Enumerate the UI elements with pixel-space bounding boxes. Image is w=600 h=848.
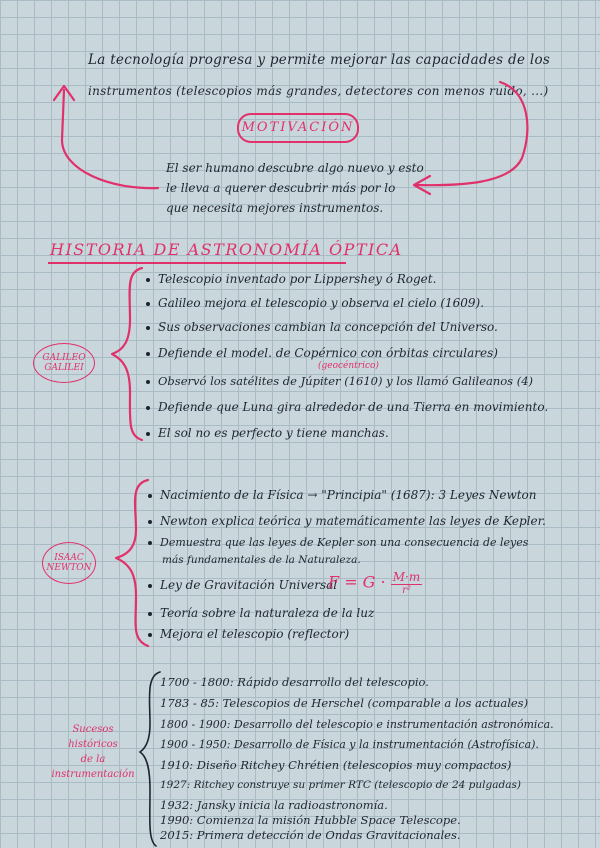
- galileo-item: Defiende el model. de Copérnico con órbitas circulares): [146, 346, 498, 360]
- galileo-item: Galileo mejora el telescopio y observa el cielo (1609).: [146, 296, 484, 310]
- newton-item: Ley de Gravitación Universal: [148, 578, 337, 592]
- formula-numerator: M·m: [392, 570, 421, 584]
- galileo-item: Telescopio inventado por Lippershey ó Roget.: [146, 272, 436, 286]
- history-event: 1700 - 1800: Rápido desarrollo del telescopio.: [160, 675, 429, 689]
- history-event: 1783 - 85: Telescopios de Herschel (comparable a los actuales): [160, 696, 529, 710]
- page-heading: HISTORIA DE ASTRONOMÍA ÓPTICA: [50, 240, 403, 259]
- history-event: 1990: Comienza la misión Hubble Space Telescope.: [160, 813, 461, 827]
- newton-item: Demuestra que las leyes de Kepler son una consecuencia de leyes: [148, 536, 528, 549]
- galileo-item: El sol no es perfecto y tiene manchas.: [146, 426, 389, 440]
- galileo-name-2: GALILEI: [44, 363, 84, 373]
- history-event: 1910: Diseño Ritchey Chrétien (telescopios muy compactos): [160, 758, 512, 772]
- history-event: 1800 - 1900: Desarrollo del telescopio e instrumentación astronómica.: [160, 718, 554, 731]
- newton-brace: [116, 480, 148, 646]
- galileo-name-1: GALILEO: [42, 352, 86, 363]
- motivation-line-2: le lleva a querer descubrir más por lo: [166, 181, 396, 195]
- newton-item-cont: más fundamentales de la Naturaleza.: [162, 554, 361, 566]
- right-cycle-arrow: [416, 82, 527, 185]
- history-side-label: Sucesos históricos de la instrumentación: [51, 724, 135, 780]
- history-event: 1900 - 1950: Desarrollo de Física y la instrumentación (Astrofísica).: [160, 738, 539, 751]
- newton-item: Mejora el telescopio (reflector): [148, 627, 349, 641]
- left-cycle-arrow: [62, 90, 158, 188]
- history-event: 1927: Ritchey construye su primer RTC (telescopio de 24 pulgadas): [160, 779, 521, 791]
- newton-name-1: ISAAC: [54, 552, 84, 563]
- galileo-item: Sus observaciones cambian la concepción del Universo.: [146, 320, 498, 334]
- galileo-item: Defiende que Luna gira alrededor de una Tierra en movimiento.: [146, 400, 548, 414]
- intro-line-2: instrumentos (telescopios más grandes, detectores con menos ruido, ...): [88, 84, 549, 98]
- motivation-line-3: que necesita mejores instrumentos.: [166, 201, 384, 215]
- newton-item: Nacimiento de la Física → "Principia" (1687): 3 Leyes Newton: [148, 488, 537, 502]
- history-event: 1932: Jansky inicia la radioastronomía.: [160, 798, 388, 812]
- galileo-brace: [112, 268, 142, 440]
- intro-line-1: La tecnología progresa y permite mejorar las capacidades de los: [88, 52, 551, 68]
- formula-denominator: r²: [402, 585, 411, 596]
- galileo-item: Observó los satélites de Júpiter (1610) y los llamó Galileanos (4): [146, 374, 533, 388]
- formula-lhs: F = G ·: [328, 572, 386, 592]
- motivation-line-1: El ser humano descubre algo nuevo y esto: [166, 161, 424, 175]
- newton-name-2: NEWTON: [46, 563, 92, 573]
- newton-item: Teoría sobre la naturaleza de la luz: [148, 606, 374, 620]
- history-brace: [140, 672, 160, 846]
- galileo-annotation: (geocéntrico): [318, 361, 379, 371]
- history-event: 2015: Primera detección de Ondas Gravitacionales.: [160, 828, 461, 842]
- motivation-label: MOTIVACIÓN: [237, 113, 359, 143]
- newton-item: Newton explica teórica y matemáticamente las leyes de Kepler.: [148, 514, 546, 528]
